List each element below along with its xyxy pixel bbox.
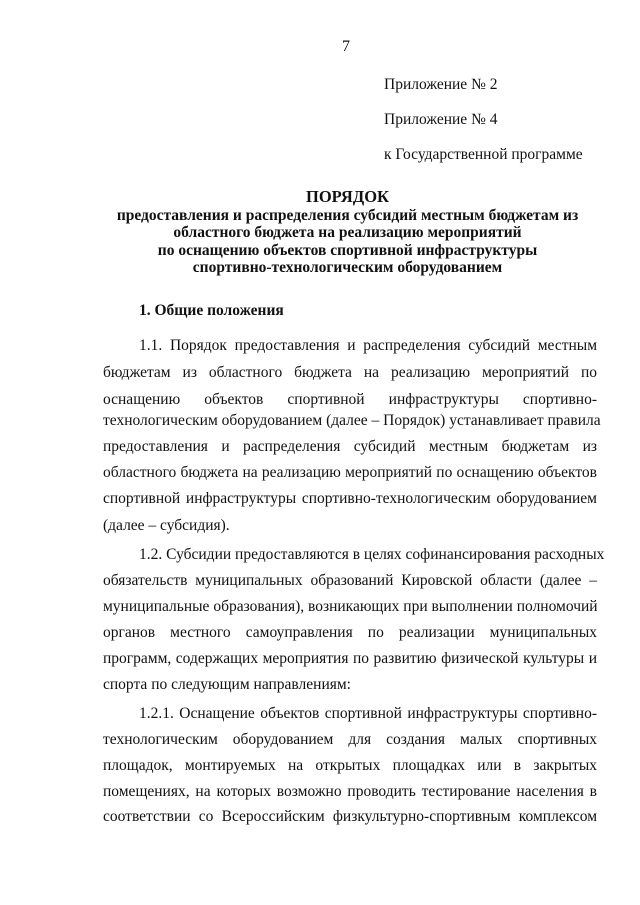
title-line: областного бюджета на реализацию мероприятий [173, 224, 522, 241]
paragraph-line: оснащению объектов спортивной инфраструктуры спортивно- [103, 391, 597, 408]
paragraph-line: муниципальные образования), возникающих при выполнении полномочий [103, 598, 598, 615]
paragraph-line: областного бюджета на реализацию мероприятий по оснащению объектов [103, 464, 597, 481]
paragraph-line: 1.1. Порядок предоставления и распределения субсидий местным [139, 337, 597, 354]
paragraph-line: 1.2.1. Оснащение объектов спортивной инфраструктуры спортивно- [139, 705, 597, 722]
paragraph-line: технологическим оборудованием для создания малых спортивных [103, 731, 597, 748]
paragraph-line: помещениях, на которых возможно проводить тестирование населения в [103, 783, 597, 800]
appendix-line-3: к Государственной программе [384, 146, 583, 163]
paragraph-line: органов местного самоуправления по реализации муниципальных [103, 624, 597, 641]
title-line: спортивно-технологическим оборудованием [192, 259, 503, 276]
title-main: ПОРЯДОК [306, 187, 389, 206]
paragraph-line: соответствии со Всероссийским физкультурно-спортивным комплексом [103, 808, 597, 825]
paragraph-line: спорта по следующим направлениям: [103, 676, 351, 693]
document-title [70, 188, 625, 277]
section-heading: 1. Общие положения [139, 302, 284, 319]
title-line: по оснащению объектов спортивной инфраструктуры [157, 241, 538, 259]
page-number: 7 [342, 38, 350, 55]
paragraph-line: 1.2. Субсидии предоставляются в целях софинансирования расходных [139, 546, 605, 563]
paragraph-line: бюджетам из областного бюджета на реализацию мероприятий по [103, 364, 597, 381]
appendix-line-2: Приложение № 4 [384, 111, 498, 128]
paragraph-line: программ, содержащих мероприятия по развитию физической культуры и [103, 650, 597, 667]
paragraph-line: технологическим оборудованием (далее – Порядок) устанавливает правила [103, 412, 601, 429]
appendix-line-1: Приложение № 2 [384, 76, 498, 93]
paragraph-line: предоставления и распределения субсидий местным бюджетам из [103, 438, 597, 455]
paragraph-line: обязательств муниципальных образований Кировской области (далее – [103, 572, 597, 589]
paragraph-line: площадок, монтируемых на открытых площадках или в закрытых [103, 757, 597, 774]
title-line: предоставления и распределения субсидий местным бюджетам из [116, 206, 579, 224]
paragraph-line: спортивной инфраструктуры спортивно-технологическим оборудованием [103, 490, 597, 507]
paragraph-line: (далее – субсидия). [103, 517, 230, 534]
